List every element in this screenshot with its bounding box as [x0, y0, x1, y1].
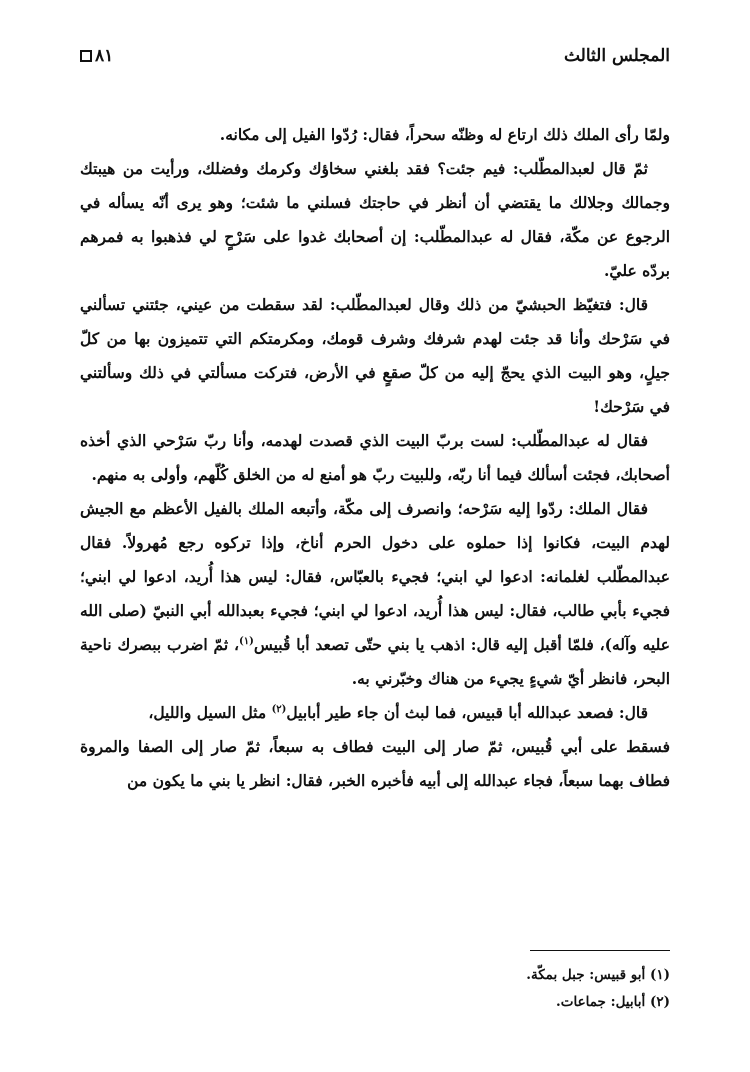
running-header — [80, 46, 670, 74]
page-number-group — [80, 46, 113, 66]
footnotes — [80, 962, 670, 1016]
paragraph: قال: فتغيّظ الحبشيّ من ذلك وقال لعبدالمطّلب: لقد سقطت من عيني، جئتني تسألني في سَرْحك وأنا قد جئت لهدم شرفك وشرف قومك، ومكرمتكم التي تتميزون بها من كلّ جيلٍ، وهو البيت الذي يحجّ إليه من كلّ صقعٍ في الأرض، فتركت مسألتي في ذلك وسألتني في سَرْحك! — [80, 295, 670, 416]
paragraph: فقال له عبدالمطّلب: لست بربّ البيت الذي قصدت لهدمه، وأنا ربّ سَرْحي الذي أخذه أصحابك، فجئت أسألك فيما أنا ربّه، وللبيت ربّ هو أمنع له من الخلق كُلّهم، وأولى به منهم. — [80, 431, 670, 484]
footnote-item: (١) أبو قبيس: جبل بمكّة. — [526, 967, 670, 983]
page-number: ٨١ — [95, 46, 114, 66]
paragraph-text: ، ثمّ اضرب ببصرك ناحية البحر، فانظر أيّ شيءٍ يجيء من هناك وخبّرني به. — [80, 635, 670, 688]
main-text — [80, 118, 670, 798]
paragraph-text: مثل السيل والليل، — [148, 703, 272, 722]
paragraph: فسقط على أبي قُبيس، ثمّ صار إلى البيت فطاف به سبعاً، ثمّ صار إلى الصفا والمروة فطاف بهما سبعاً، فجاء عبدالله إلى أبيه فأخبره الخبر، فقال: انظر يا بني ما يكون من — [80, 737, 670, 790]
page-marker-square-icon — [80, 50, 92, 62]
paragraph: ثمّ قال لعبدالمطّلب: فيم جئت؟ فقد بلغني سخاؤك وكرمك وفضلك، ورأيت من هيبتك وجمالك وجلالك ما يقتضي أن أنظر في حاجتك فسلني ما شئت؛ وهو يرى أنّه يسأله في الرجوع عن مكّة، فقال له عبدالمطّلب: إن أصحابك غدوا على سَرْحٍ لي فذهبوا به فمرهم بردّه عليّ. — [80, 159, 670, 280]
paragraph-text: فقال الملك: ردّوا إليه سَرْحه؛ وانصرف إلى مكّة، وأتبعه الملك بالفيل الأعظم مع الجيش لهدم البيت، فكانوا إذا حملوه على دخول الحرم أناخ، وإذا تركوه رجع مُهرولاً. فقال عبدالمطّلب لغلمانه: ادعوا لي ابني؛ فجيء بالعبّاس، فقال: ليس هذا أُريد، ادعوا لي ابني؛ فجيء بأبي طالب، فقال: ليس هذا أُريد، ادعوا لي ابني؛ فجيء بعبدالله أبي النبيّ (صلى الله عليه وآله)، فلمّا أقبل إليه قال: اذهب يا بني حتّى تصعد أبا قُبيس — [80, 499, 670, 654]
footnote-reference-1: (١) — [239, 635, 254, 647]
footnote-item: (٢) أبابيل: جماعات. — [556, 994, 670, 1010]
paragraph: ولمّا رأى الملك ذلك ارتاع له وظنّه سحراً، فقال: رُدّوا الفيل إلى مكانه. — [219, 125, 670, 144]
footnote-reference-2: (٢) — [271, 703, 287, 715]
paragraph — [80, 696, 670, 730]
chapter-title: المجلس الثالث — [563, 46, 670, 66]
footnote-divider — [530, 950, 670, 951]
paragraph-text: قال: فصعد عبدالله أبا قبيس، فما لبث أن جاء طير أبابيل — [286, 703, 648, 722]
paragraph — [80, 492, 670, 696]
